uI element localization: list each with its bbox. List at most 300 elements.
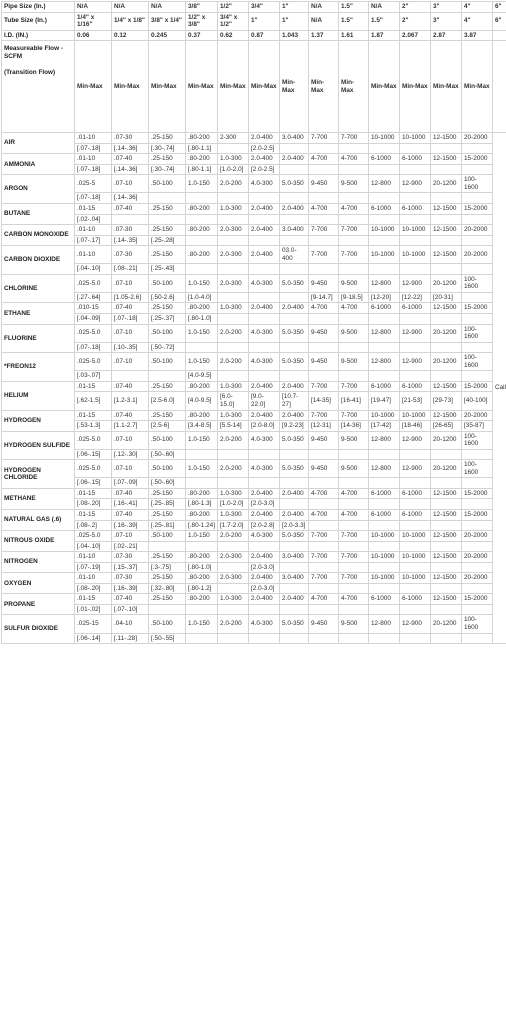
transition-flow-cell: [2.0-3.0] <box>249 562 280 573</box>
flow-range-cell: 20-2000 <box>462 246 493 264</box>
transition-flow-cell: [.50-.72] <box>149 342 186 353</box>
tube-size-cell: 6" <box>493 12 506 30</box>
flow-range-cell: 5.0-350 <box>280 531 309 542</box>
transition-flow-cell: [.11-.28] <box>112 633 149 644</box>
transition-flow-cell: [.08-.20] <box>75 583 112 594</box>
transition-flow-cell <box>431 314 462 325</box>
gas-name-cell: HYDROGEN <box>2 410 75 431</box>
flow-range-cell: 9-500 <box>339 431 369 449</box>
transition-flow-cell: [.80-1.3] <box>186 499 218 510</box>
flow-range-cell: 2.0-200 <box>218 531 249 542</box>
transition-flow-cell: [.27-.64] <box>75 292 112 303</box>
flow-range-cell: 03.0-400 <box>280 246 309 264</box>
gas-name-cell: *FREON12 <box>2 353 75 382</box>
gas-transition-row <box>2 164 506 175</box>
transition-flow-cell: [.16-.39] <box>112 583 149 594</box>
flow-range-cell: .01-10 <box>75 552 112 563</box>
transition-flow-cell <box>218 478 249 489</box>
transition-flow-cell: [14-35] <box>309 392 339 410</box>
flow-range-cell: 2.0-400 <box>249 573 280 584</box>
gas-row <box>2 615 506 633</box>
flow-range-cell: 6-1000 <box>369 381 400 392</box>
flow-range-cell: 9-450 <box>309 615 339 633</box>
transition-flow-cell <box>186 541 218 552</box>
transition-flow-cell <box>339 342 369 353</box>
flow-range-cell: 2.0-400 <box>249 154 280 165</box>
flow-range-cell: 9-450 <box>309 324 339 342</box>
flow-range-cell: 6-1000 <box>369 594 400 605</box>
flow-range-cell: 9-500 <box>339 324 369 342</box>
gas-row <box>2 274 506 292</box>
transition-flow-cell: [.07-.17] <box>75 235 112 246</box>
gas-row <box>2 353 506 371</box>
flow-range-cell: 2.0-300 <box>218 246 249 264</box>
flow-range-cell: 15-2000 <box>462 594 493 605</box>
inner-diameter-cell: 1.37 <box>309 30 339 41</box>
flow-range-cell: 12-900 <box>400 353 431 371</box>
transition-flow-cell <box>186 449 218 460</box>
inner-diameter-cell: 2.87 <box>431 30 462 41</box>
flow-range-cell: 9-450 <box>309 274 339 292</box>
gas-row <box>2 204 506 215</box>
flow-range-cell: 7-700 <box>309 573 339 584</box>
transition-flow-cell <box>218 562 249 573</box>
pipe-size-row <box>2 2 506 13</box>
flow-range-cell: .01-10 <box>75 246 112 264</box>
transition-flow-cell: [12-20] <box>369 292 400 303</box>
transition-flow-cell <box>369 235 400 246</box>
transition-flow-cell <box>309 478 339 489</box>
transition-flow-cell: [.80-1.1] <box>186 164 218 175</box>
transition-flow-cell <box>462 499 493 510</box>
flow-range-cell: 2.0-400 <box>249 246 280 264</box>
flow-range-cell: 7-700 <box>339 552 369 563</box>
gas-name-cell: HYDROGEN SULFIDE <box>2 431 75 460</box>
flow-range-cell: 9-450 <box>309 353 339 371</box>
flow-range-cell: 15-2000 <box>462 509 493 520</box>
pipe-size-cell: 1/2" <box>218 2 249 13</box>
flow-range-cell: 7-700 <box>339 133 369 144</box>
pipe-size-cell: 3/8" <box>186 2 218 13</box>
transition-flow-cell <box>431 478 462 489</box>
transition-flow-cell <box>431 342 462 353</box>
transition-flow-cell <box>280 143 309 154</box>
flow-range-cell: 2.0-300 <box>218 225 249 236</box>
flow-range-cell: 12-1500 <box>431 573 462 584</box>
flow-range-cell: 2.0-400 <box>249 594 280 605</box>
flow-range-cell: 10-1000 <box>369 246 400 264</box>
gas-name-cell: BUTANE <box>2 204 75 225</box>
gas-name-cell: ETHANE <box>2 303 75 324</box>
flow-range-cell: .80-200 <box>186 573 218 584</box>
flow-range-cell: 12-1500 <box>431 154 462 165</box>
transition-flow-cell <box>431 143 462 154</box>
transition-flow-cell <box>280 478 309 489</box>
flow-range-cell: 10-1000 <box>400 531 431 542</box>
transition-flow-cell: [.25-.81] <box>149 520 186 531</box>
flow-range-cell: 10-1000 <box>400 410 431 421</box>
transition-flow-cell: [21-53] <box>400 392 431 410</box>
flow-range-cell: .025-5.0 <box>75 431 112 449</box>
flow-range-cell: .025-5 <box>75 175 112 193</box>
transition-flow-cell: [14-36] <box>339 421 369 432</box>
transition-flow-cell: [12-22] <box>400 292 431 303</box>
tube-size-cell: 1.5" <box>339 12 369 30</box>
transition-flow-cell: [.08-.2] <box>75 520 112 531</box>
flow-range-cell: 20-1200 <box>431 274 462 292</box>
min-max-cell: Min-Max <box>149 41 186 133</box>
transition-flow-cell <box>309 604 339 615</box>
transition-flow-cell <box>218 143 249 154</box>
flow-range-cell: .25-150 <box>149 488 186 499</box>
flow-range-cell: 7-700 <box>309 552 339 563</box>
transition-flow-cell <box>149 541 186 552</box>
transition-flow-cell <box>218 342 249 353</box>
transition-flow-cell: [2.0-2.5] <box>249 143 280 154</box>
transition-flow-cell: [1.0-2.0] <box>218 164 249 175</box>
gas-name-cell: CARBON DIOXIDE <box>2 246 75 275</box>
flow-range-cell: 9-500 <box>339 615 369 633</box>
flow-range-cell: .07-40 <box>112 594 149 605</box>
flow-range-cell: 20-1200 <box>431 175 462 193</box>
flow-range-cell: 15-2000 <box>462 204 493 215</box>
flow-range-cell: .80-200 <box>186 552 218 563</box>
flow-range-cell: .07-40 <box>112 488 149 499</box>
transition-flow-cell: [40-100] <box>462 392 493 410</box>
gas-name-cell: NATURAL GAS (.6) <box>2 509 75 530</box>
flow-range-cell: .50-100 <box>149 324 186 342</box>
flow-range-cell: 4.0-300 <box>249 460 280 478</box>
flow-range-cell: 9-450 <box>309 460 339 478</box>
flow-range-cell: 5.0-350 <box>280 353 309 371</box>
gas-transition-row <box>2 583 506 594</box>
gas-name-cell: AMMONIA <box>2 154 75 175</box>
flow-range-cell: 1.0-300 <box>218 488 249 499</box>
transition-flow-cell: [.04-.10] <box>75 541 112 552</box>
transition-flow-cell: [.12-.30] <box>112 449 149 460</box>
flow-range-cell: .80-200 <box>186 303 218 314</box>
transition-flow-cell <box>400 449 431 460</box>
flow-range-cell: 12-1500 <box>431 594 462 605</box>
gas-row <box>2 509 506 520</box>
flow-range-cell: 2.0-400 <box>280 410 309 421</box>
flow-range-cell: .25-150 <box>149 154 186 165</box>
tube-size-cell: N/A <box>309 12 339 30</box>
flow-range-cell: .80-200 <box>186 509 218 520</box>
transition-flow-cell <box>112 371 149 382</box>
transition-flow-cell: [.14-.36] <box>112 143 149 154</box>
transition-flow-cell <box>339 449 369 460</box>
flow-range-cell: 1.0-300 <box>218 381 249 392</box>
transition-flow-cell: [.07-.09] <box>112 478 149 489</box>
flow-range-cell: .25-150 <box>149 381 186 392</box>
transition-flow-cell <box>339 604 369 615</box>
transition-flow-cell <box>249 292 280 303</box>
transition-flow-cell <box>369 342 400 353</box>
transition-flow-cell <box>280 583 309 594</box>
flow-range-cell: 4-700 <box>309 594 339 605</box>
flow-range-cell: .01-10 <box>75 154 112 165</box>
call-cell: Call <box>493 133 506 644</box>
transition-flow-cell: [2.0-2.5] <box>249 164 280 175</box>
transition-flow-cell <box>249 604 280 615</box>
transition-flow-cell: [.07-.18] <box>75 143 112 154</box>
transition-flow-cell <box>431 499 462 510</box>
flow-range-cell: .25-150 <box>149 303 186 314</box>
gas-row <box>2 531 506 542</box>
transition-flow-cell <box>339 371 369 382</box>
transition-flow-cell: [.07-.10] <box>112 604 149 615</box>
flow-range-cell: 2.0-400 <box>280 594 309 605</box>
flow-range-cell: 1.0-300 <box>218 154 249 165</box>
flow-range-cell: 12-800 <box>369 324 400 342</box>
flow-range-cell: 12-1500 <box>431 204 462 215</box>
flow-range-cell: 7-700 <box>339 381 369 392</box>
transition-flow-cell: [1.1-2.7] <box>112 421 149 432</box>
gas-transition-row <box>2 478 506 489</box>
flow-range-cell: 6-1000 <box>400 488 431 499</box>
flow-range-cell: 15-2000 <box>462 488 493 499</box>
flow-range-cell: 4-700 <box>309 303 339 314</box>
transition-flow-cell: [.07-.18] <box>75 342 112 353</box>
transition-flow-cell: [.53-1.3] <box>75 421 112 432</box>
pipe-size-cell: 2" <box>400 2 431 13</box>
transition-flow-cell <box>218 264 249 275</box>
flow-range-cell: .01-10 <box>75 573 112 584</box>
transition-flow-cell <box>309 214 339 225</box>
flow-range-cell: 100-1600 <box>462 615 493 633</box>
transition-flow-cell <box>280 193 309 204</box>
transition-flow-cell <box>431 371 462 382</box>
transition-flow-cell <box>186 604 218 615</box>
flow-range-cell: 15-2000 <box>462 154 493 165</box>
transition-flow-cell: [.16-.41] <box>112 499 149 510</box>
flow-range-cell: 6-1000 <box>369 303 400 314</box>
transition-flow-cell <box>249 342 280 353</box>
transition-flow-cell: [9.2-23] <box>280 421 309 432</box>
transition-flow-cell <box>400 604 431 615</box>
tube-size-cell: 3" <box>431 12 462 30</box>
transition-flow-cell <box>431 583 462 594</box>
transition-flow-cell <box>218 449 249 460</box>
flow-range-cell: .07-10 <box>112 324 149 342</box>
flow-range-cell: 6-1000 <box>400 204 431 215</box>
flow-range-cell: 12-900 <box>400 175 431 193</box>
flow-range-cell: 4.0-300 <box>249 615 280 633</box>
flow-range-cell: 10-1000 <box>369 573 400 584</box>
flow-label: Measureable Flow - SCFM <box>4 45 72 60</box>
gas-transition-row <box>2 421 506 432</box>
transition-flow-cell: [.14-.36] <box>112 164 149 175</box>
pipe-size-cell: 3" <box>431 2 462 13</box>
gas-row <box>2 324 506 342</box>
transition-flow-cell <box>431 264 462 275</box>
transition-flow-cell <box>369 193 400 204</box>
flow-range-cell: .025-15 <box>75 615 112 633</box>
flow-range-cell: 6-1000 <box>400 594 431 605</box>
flow-range-cell: 7-700 <box>309 133 339 144</box>
gas-name-cell: AIR <box>2 133 75 154</box>
flow-range-cell: 12-1500 <box>431 410 462 421</box>
transition-flow-cell: [1.2-3.1] <box>112 392 149 410</box>
flow-range-cell: .07-40 <box>112 303 149 314</box>
gas-transition-row <box>2 371 506 382</box>
transition-flow-cell: [.80-1.24] <box>186 520 218 531</box>
transition-flow-cell <box>400 562 431 573</box>
flow-range-cell: 6-1000 <box>369 509 400 520</box>
transition-flow-cell <box>462 235 493 246</box>
flow-range-cell: 12-800 <box>369 615 400 633</box>
transition-flow-cell: [4.0-9.5] <box>186 371 218 382</box>
transition-flow-cell <box>462 143 493 154</box>
tube-size-cell: 3/8" x 1/4" <box>149 12 186 30</box>
transition-flow-cell <box>280 449 309 460</box>
gas-name-cell: FLUORINE <box>2 324 75 353</box>
flow-range-cell: 12-900 <box>400 274 431 292</box>
flow-range-cell: 7-700 <box>309 225 339 236</box>
flow-range-cell: 7-700 <box>309 246 339 264</box>
min-max-cell: Min-Max <box>369 41 400 133</box>
transition-flow-cell: [.3-.75] <box>149 562 186 573</box>
transition-flow-cell: [2.0-2.8] <box>249 520 280 531</box>
transition-flow-cell: [.80-1.0] <box>186 314 218 325</box>
flow-range-cell: 12-1500 <box>431 133 462 144</box>
gas-transition-row <box>2 562 506 573</box>
flow-range-cell: 9-500 <box>339 175 369 193</box>
flow-range-cell: .07-10 <box>112 531 149 542</box>
transition-flow-cell <box>309 371 339 382</box>
flow-range-cell: .07-30 <box>112 552 149 563</box>
transition-flow-cell <box>186 214 218 225</box>
flow-range-cell: 2.0-300 <box>218 274 249 292</box>
flow-range-cell: 1.0-150 <box>186 324 218 342</box>
min-max-cell: Min-Max <box>249 41 280 133</box>
flow-range-cell: 15-2000 <box>462 303 493 314</box>
transition-flow-cell: [.50-.60] <box>149 449 186 460</box>
flow-range-cell: 4-700 <box>339 594 369 605</box>
flow-range-cell: 7-700 <box>339 531 369 542</box>
transition-flow-cell: [1.7-2.0] <box>218 520 249 531</box>
transition-flow-cell: [.32-.80] <box>149 583 186 594</box>
transition-flow-cell: [.62-1.5] <box>75 392 112 410</box>
transition-flow-cell <box>339 235 369 246</box>
flow-range-cell: 5.0-350 <box>280 460 309 478</box>
gas-transition-row <box>2 235 506 246</box>
transition-flow-cell <box>369 371 400 382</box>
flow-range-cell: 7-700 <box>339 246 369 264</box>
gas-row <box>2 154 506 165</box>
transition-flow-cell: [3.4-8.5] <box>186 421 218 432</box>
transition-flow-cell: [6.0-15.0] <box>218 392 249 410</box>
transition-flow-cell <box>218 371 249 382</box>
transition-flow-cell <box>462 633 493 644</box>
flow-range-cell: 9-450 <box>309 431 339 449</box>
transition-flow-cell <box>112 214 149 225</box>
flow-range-cell: 4-700 <box>339 154 369 165</box>
flow-range-cell: 12-1500 <box>431 225 462 236</box>
flow-range-cell: 2.0-200 <box>218 460 249 478</box>
transition-flow-cell <box>149 371 186 382</box>
flow-range-cell: 12-900 <box>400 324 431 342</box>
flow-range-cell: 10-1000 <box>400 552 431 563</box>
flow-range-cell: 2.0-400 <box>249 552 280 563</box>
min-max-cell: Min-Max <box>218 41 249 133</box>
pipe-size-cell: 1" <box>280 2 309 13</box>
transition-flow-cell <box>462 449 493 460</box>
transition-flow-cell: [.07-.19] <box>75 562 112 573</box>
transition-flow-cell <box>339 478 369 489</box>
flow-range-cell: 5.0-350 <box>280 431 309 449</box>
flow-range-cell: .025-5.0 <box>75 460 112 478</box>
gas-row <box>2 175 506 193</box>
transition-flow-cell <box>280 264 309 275</box>
flow-range-cell: 1.0-150 <box>186 274 218 292</box>
min-max-cell: Min-Max <box>431 41 462 133</box>
flow-range-cell: .25-150 <box>149 552 186 563</box>
transition-flow-cell <box>400 214 431 225</box>
flow-range-cell: .80-200 <box>186 204 218 215</box>
transition-flow-cell <box>369 541 400 552</box>
transition-flow-cell <box>431 541 462 552</box>
transition-flow-cell <box>431 562 462 573</box>
flow-range-cell: 2.0-400 <box>249 303 280 314</box>
transition-flow-cell <box>400 633 431 644</box>
transition-flow-cell <box>309 499 339 510</box>
flow-range-table <box>1 1 506 644</box>
gas-name-cell: NITROUS OXIDE <box>2 531 75 552</box>
transition-flow-cell <box>462 193 493 204</box>
transition-flow-cell <box>309 264 339 275</box>
flow-range-cell: .25-150 <box>149 133 186 144</box>
transition-flow-cell: [.25-.85] <box>149 499 186 510</box>
flow-range-cell: 1.0-150 <box>186 175 218 193</box>
pipe-size-cell: N/A <box>75 2 112 13</box>
transition-flow-cell: [.06-.15] <box>75 449 112 460</box>
transition-flow-cell <box>280 604 309 615</box>
flow-range-cell: 12-1500 <box>431 381 462 392</box>
transition-flow-cell: [2.5-6.0] <box>149 392 186 410</box>
flow-range-cell: 12-1500 <box>431 531 462 542</box>
min-max-cell: Min-Max <box>75 41 112 133</box>
flow-range-cell: 9-500 <box>339 460 369 478</box>
transition-flow-cell <box>339 314 369 325</box>
transition-flow-cell: [.03-.07] <box>75 371 112 382</box>
inner-diameter-cell: 1.87 <box>369 30 400 41</box>
flow-range-cell: .50-100 <box>149 175 186 193</box>
gas-name-cell: METHANE <box>2 488 75 509</box>
flow-range-cell: 1.0-300 <box>218 303 249 314</box>
tube-size-cell: 3/4" x 1/2" <box>218 12 249 30</box>
transition-flow-cell: [.30-.74] <box>149 164 186 175</box>
transition-flow-cell: [.80-1.1] <box>186 143 218 154</box>
transition-flow-cell <box>186 342 218 353</box>
transition-flow-cell: [.07-.18] <box>112 314 149 325</box>
transition-flow-cell: [.08-.21] <box>112 264 149 275</box>
transition-flow-cell <box>249 371 280 382</box>
pipe-size-label: Pipe Size (In.) <box>2 2 75 13</box>
transition-flow-cell: [.04-.10] <box>75 264 112 275</box>
transition-flow-cell <box>249 235 280 246</box>
transition-flow-cell <box>339 264 369 275</box>
flow-range-cell: 20-1200 <box>431 431 462 449</box>
flow-range-cell: .25-150 <box>149 509 186 520</box>
flow-range-cell: .80-200 <box>186 410 218 421</box>
gas-row <box>2 594 506 605</box>
transition-flow-cell <box>149 214 186 225</box>
flow-range-cell: 2.0-200 <box>218 615 249 633</box>
transition-flow-cell <box>218 583 249 594</box>
flow-range-cell: .07-30 <box>112 573 149 584</box>
